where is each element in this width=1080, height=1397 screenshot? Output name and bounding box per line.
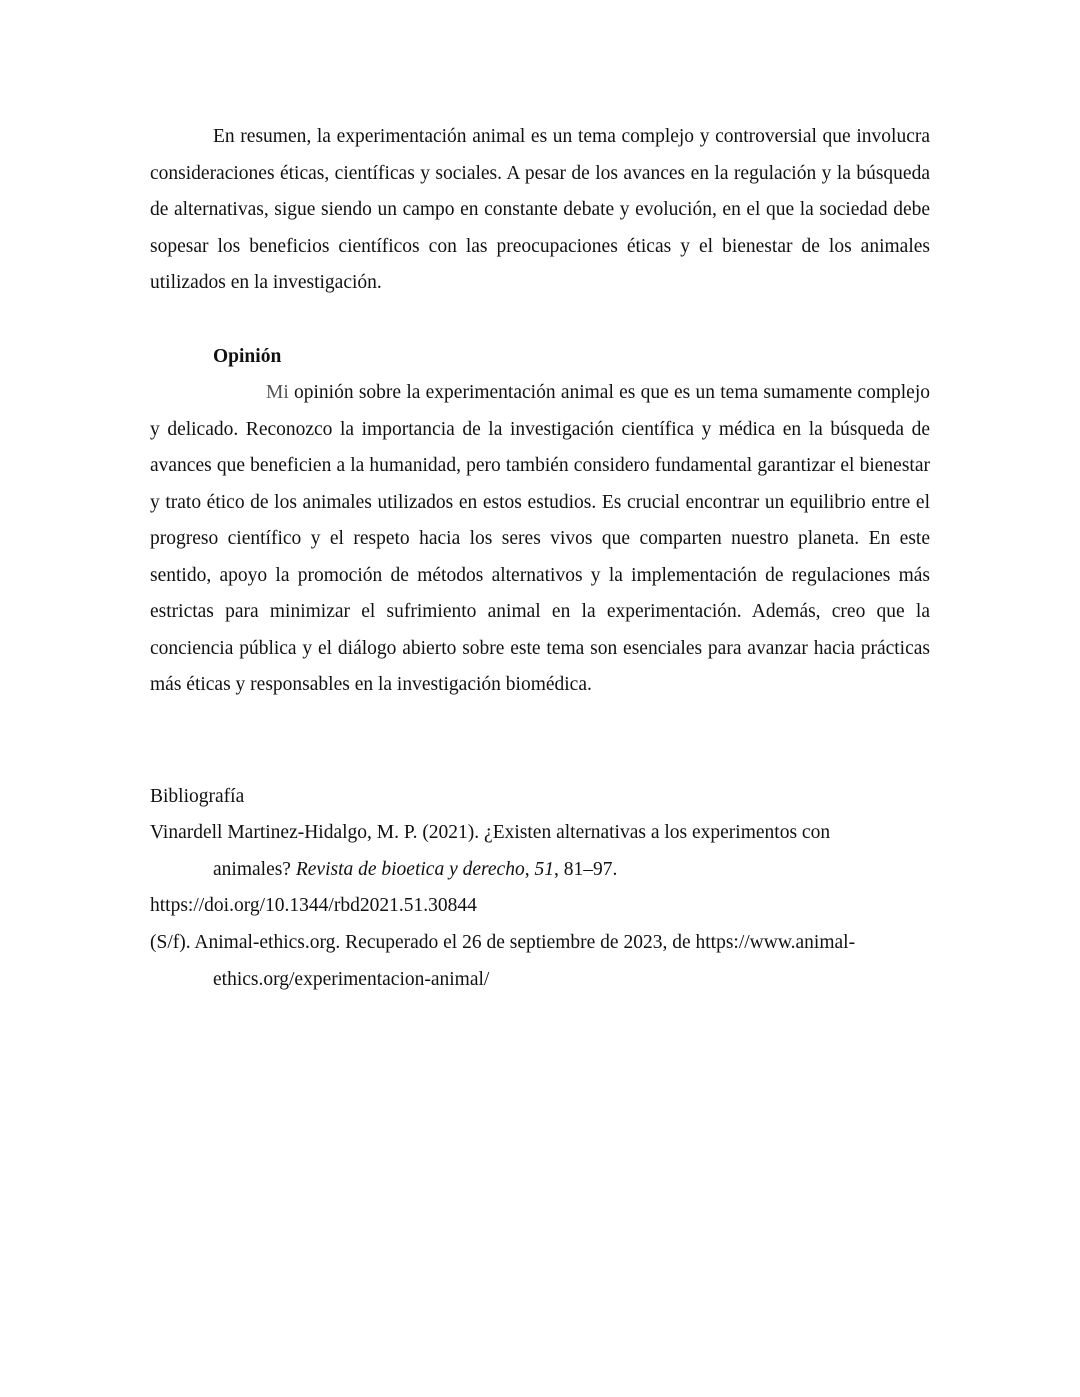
reference-volume: 51	[534, 858, 554, 880]
opinion-paragraph	[150, 375, 930, 704]
reference-journal: Revista de bioetica y derecho	[295, 858, 525, 880]
reference-entry	[150, 815, 910, 925]
opinion-lead-word: Mi	[266, 382, 289, 403]
opinion-paragraph-text: opinión sobre la experimentación animal es que es un tema sumamente complejo y delicado. Reconozco la importancia de la investigación científica y médica en la búsqueda de avances que beneficien a la humanidad, pero también considero fundamental garantizar el bienestar y trato ético de los animales utilizados en estos estudios. Es crucial encontrar un equilibrio entre el progreso científico y el respeto hacia los seres vivos que comparten nuestro planeta. En este sentido, apoyo la promoción de métodos alternativos y la implementación de regulaciones más estrictas para minimizar el sufrimiento animal en la experimentación. Además, creo que la conciencia pública y el diálogo abierto sobre este tema son esenciales para avanzar hacia prácticas más éticas y responsables en la investigación biomédica.	[150, 382, 930, 695]
bibliography-heading: Bibliografía	[150, 786, 245, 807]
reference-entry: (S/f). Animal-ethics.org. Recuperado el 26 de septiembre de 2023, de https://www.animal-ethics.org/experimentacion-animal/	[150, 932, 856, 990]
reference-authors-title: Vinardell Martinez-Hidalgo, M. P. (2021). ¿Existen alternativas a los experimentos con animales?	[150, 822, 831, 880]
reference-pages: , 81–97.	[553, 858, 618, 880]
summary-paragraph: En resumen, la experimentación animal es un tema complejo y controversial que involucra consideraciones éticas, científicas y sociales. A pesar de los avances en la regulación y la búsqueda de alternativas, sigue siendo un campo en constante debate y evolución, en el que la sociedad debe sopesar los beneficios científicos con las preocupaciones éticas y el bienestar de los animales utilizados en la investigación.	[150, 126, 930, 293]
opinion-heading: Opinión	[213, 346, 282, 367]
reference-separator: ,	[524, 858, 535, 880]
reference-doi: https://doi.org/10.1344/rbd2021.51.30844	[150, 895, 477, 916]
